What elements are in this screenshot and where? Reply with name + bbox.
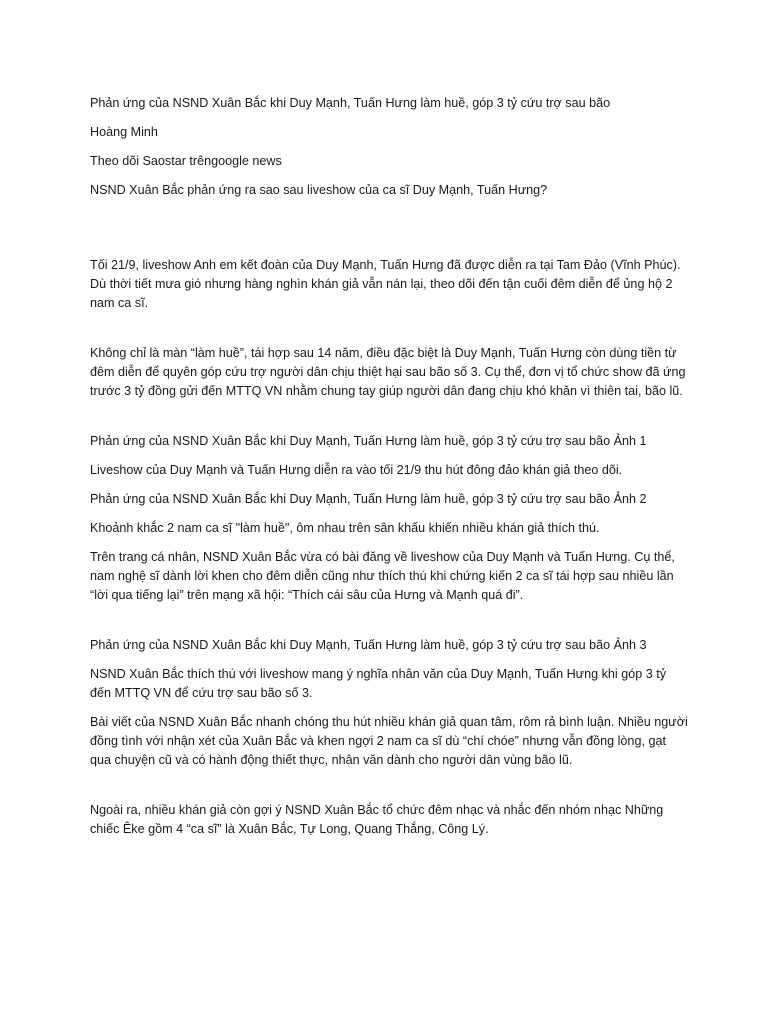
article-author: Hoàng Minh [90, 125, 158, 139]
paragraph-1: Tối 21/9, liveshow Anh em kết đoàn của Duy Mạnh, Tuấn Hưng đã được diễn ra tại Tam Đảo (Vĩnh Phúc). Dù thời tiết mưa gió nhưng hàng nghìn khán giả vẫn nán lại, theo dõi đến tận cuối đêm diễn để ủng hộ 2 nam ca sĩ. [90, 258, 681, 310]
paragraph-2: Không chỉ là màn “làm huề”, tái hợp sau 14 năm, điều đặc biệt là Duy Mạnh, Tuấn Hưng còn dùng tiền từ đêm diễn để quyên góp cứu trợ người dân chịu thiệt hại sau bão số 3. Cụ thể, đơn vị tổ chức show đã ứng trước 3 tỷ đồng gửi đến MTTQ VN nhằm chung tay giúp người dân đang chịu khó khăn vì thiên tai, bão lũ. [90, 346, 686, 398]
image-2-alt-text: Phản ứng của NSND Xuân Bắc khi Duy Mạnh, Tuấn Hưng làm huề, góp 3 tỷ cứu trợ sau bão Ảnh 2 [90, 492, 647, 506]
paragraph-5: Ngoài ra, nhiều khán giả còn gợi ý NSND Xuân Bắc tổ chức đêm nhạc và nhắc đến nhóm nhạc Những chiếc Êke gồm 4 “ca sĩ” là Xuân Bắc, Tự Long, Quang Thắng, Công Lý. [90, 803, 664, 836]
article-lead: NSND Xuân Bắc phản ứng ra sao sau liveshow của ca sĩ Duy Mạnh, Tuấn Hưng? [90, 183, 548, 197]
article-title: Phản ứng của NSND Xuân Bắc khi Duy Mạnh, Tuấn Hưng làm huề, góp 3 tỷ cứu trợ sau bão [90, 96, 611, 110]
paragraph-4: Bài viết của NSND Xuân Bắc nhanh chóng thu hút nhiều khán giả quan tâm, rôm rả bình luận. Nhiều người đồng tình với nhận xét của Xuân Bắc và khen ngợi 2 nam ca sĩ dù “chí chóe” nhưng vẫn đồng lòng, gạt qua chuyện cũ và có hành động thiết thực, nhân văn dành cho người dân vùng bão lũ. [90, 715, 688, 767]
image-3-alt-text: Phản ứng của NSND Xuân Bắc khi Duy Mạnh, Tuấn Hưng làm huề, góp 3 tỷ cứu trợ sau bão Ảnh 3 [90, 638, 647, 652]
follow-link[interactable]: Theo dõi Saostar trêngoogle news [90, 154, 282, 168]
image-3-caption: NSND Xuân Bắc thích thú với liveshow mang ý nghĩa nhân văn của Duy Mạnh, Tuấn Hưng khi góp 3 tỷ đến MTTQ VN để cứu trợ sau bão số 3. [90, 667, 667, 700]
image-1-caption: Liveshow của Duy Mạnh và Tuấn Hưng diễn ra vào tối 21/9 thu hút đông đảo khán giả theo dõi. [90, 463, 623, 477]
image-2-caption: Khoảnh khắc 2 nam ca sĩ "làm huề", ôm nhau trên sân khấu khiến nhiều khán giả thích thú. [90, 521, 600, 535]
image-1-alt-text: Phản ứng của NSND Xuân Bắc khi Duy Mạnh, Tuấn Hưng làm huề, góp 3 tỷ cứu trợ sau bão Ảnh 1 [90, 434, 647, 448]
paragraph-3: Trên trang cá nhân, NSND Xuân Bắc vừa có bài đăng về liveshow của Duy Mạnh và Tuấn Hưng. Cụ thể, nam nghệ sĩ dành lời khen cho đêm diễn cũng như thích thú khi chứng kiến 2 ca sĩ tái hợp sau nhiều lần “lời qua tiếng lại” trên mạng xã hội: “Thích cái sâu của Hưng và Mạnh quá đi”. [90, 550, 675, 602]
